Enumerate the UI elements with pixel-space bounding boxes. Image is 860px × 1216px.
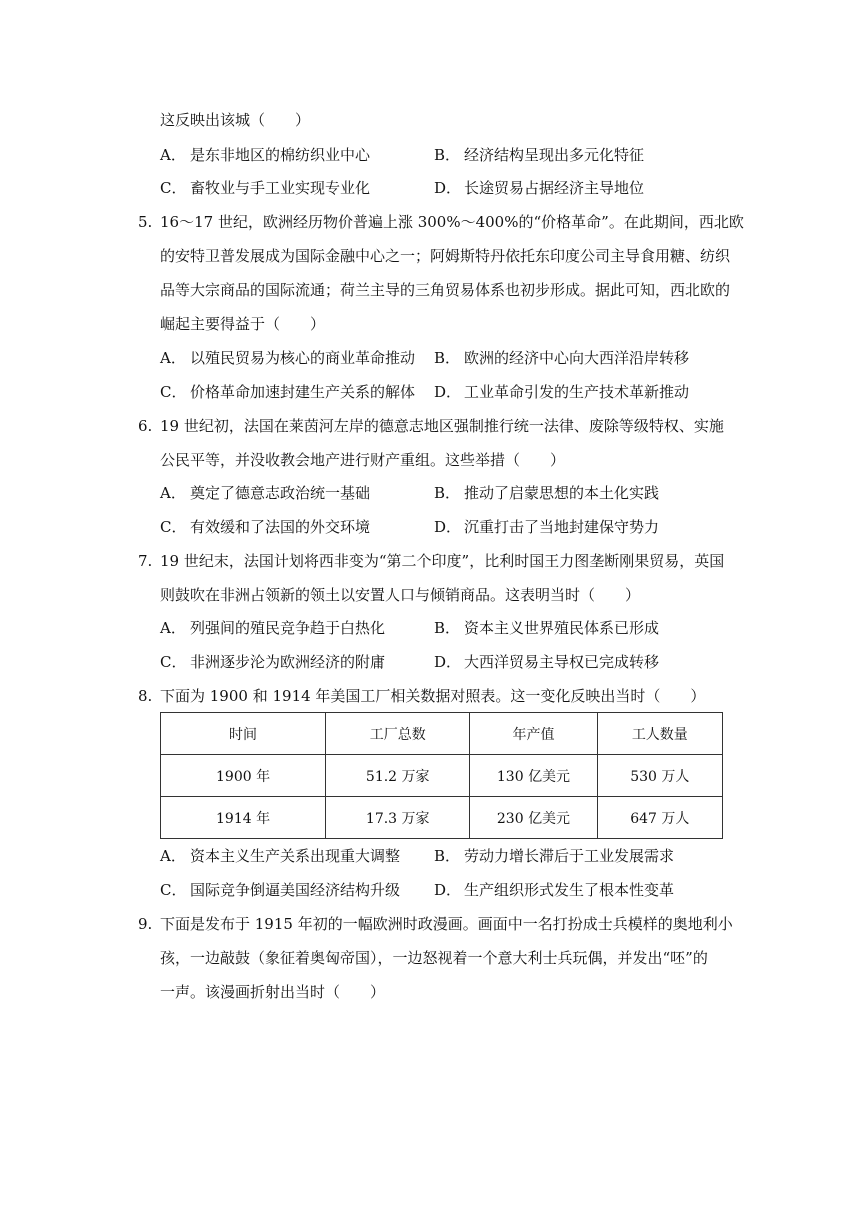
table-row: [161, 755, 723, 797]
q5-option-a[interactable]: A． 以殖民贸易为核心的商业革命推动: [160, 349, 416, 367]
q8-option-a[interactable]: A． 资本主义生产关系出现重大调整: [160, 847, 401, 865]
table-header-cell: 年产值: [470, 713, 597, 755]
q4-option-b[interactable]: B． 经济结构呈现出多元化特征: [434, 146, 645, 164]
q5-stem-line: 品等大宗商品的国际流通；荷兰主导的三角贸易体系也初步形成。据此可知，西北欧的: [160, 281, 731, 299]
table-cell: 51.2 万家: [326, 755, 470, 797]
table-cell: 530 万人: [597, 755, 722, 797]
q4-option-c[interactable]: C． 畜牧业与手工业实现专业化: [160, 179, 371, 197]
table-cell: 230 亿美元: [470, 797, 597, 839]
q6-option-c[interactable]: C． 有效缓和了法国的外交环境: [160, 518, 371, 536]
table-cell: 17.3 万家: [326, 797, 470, 839]
table-row: [161, 797, 723, 839]
q8-option-c[interactable]: C． 国际竞争倒逼美国经济结构升级: [160, 881, 401, 899]
q7-option-b[interactable]: B． 资本主义世界殖民体系已形成: [434, 619, 660, 637]
q7-number: 7.: [138, 552, 153, 570]
q4-option-a[interactable]: A． 是东非地区的棉纺织业中心: [160, 146, 371, 164]
q6-option-b[interactable]: B． 推动了启蒙思想的本土化实践: [434, 484, 660, 502]
q5-stem-line: 16～17 世纪，欧洲经历物价普遍上涨 300%～400%的“价格革命”。在此期间，西北欧: [160, 213, 744, 231]
table-header-cell: 时间: [161, 713, 326, 755]
q7-option-d[interactable]: D． 大西洋贸易主导权已完成转移: [434, 653, 660, 671]
q7-stem-line: 则鼓吹在非洲占领新的领土以安置人口与倾销商品。这表明当时（ ）: [160, 586, 641, 604]
q9-stem-line: 一声。该漫画折射出当时（ ）: [160, 983, 386, 1001]
q5-number: 5.: [138, 213, 153, 231]
q4-option-d[interactable]: D． 长途贸易占据经济主导地位: [434, 179, 645, 197]
table-header-row: [161, 713, 723, 755]
q5-option-b[interactable]: B． 欧洲的经济中心向大西洋沿岸转移: [434, 349, 690, 367]
q9-number: 9.: [138, 915, 153, 933]
q8-number: 8.: [138, 687, 153, 705]
q5-stem-line: 的安特卫普发展成为国际金融中心之一；阿姆斯特丹依托东印度公司主导食用糖、纺织: [160, 247, 731, 265]
table-cell: 1914 年: [161, 797, 326, 839]
q5-option-c[interactable]: C． 价格革命加速封建生产关系的解体: [160, 383, 416, 401]
factory-data-table: [160, 712, 723, 839]
table-cell: 1900 年: [161, 755, 326, 797]
table-header-cell: 工人数量: [597, 713, 722, 755]
q8-stem-line: 下面为 1900 和 1914 年美国工厂相关数据对照表。这一变化反映出当时（ ）: [160, 687, 706, 705]
q5-option-d[interactable]: D． 工业革命引发的生产技术革新推动: [434, 383, 690, 401]
table-cell: 647 万人: [597, 797, 722, 839]
q9-stem-line: 下面是发布于 1915 年初的一幅欧洲时政漫画。画面中一名打扮成士兵模样的奥地利小: [160, 915, 733, 933]
q6-stem-line: 19 世纪初，法国在莱茵河左岸的德意志地区强制推行统一法律、废除等级特权、实施: [160, 417, 724, 435]
table-cell: 130 亿美元: [470, 755, 597, 797]
q7-option-a[interactable]: A． 列强间的殖民竞争趋于白热化: [160, 619, 386, 637]
q4-stem-tail: 这反映出该城（ ）: [160, 111, 311, 129]
q6-number: 6.: [138, 417, 153, 435]
q8-option-d[interactable]: D． 生产组织形式发生了根本性变革: [434, 881, 675, 899]
q5-stem-line: 崛起主要得益于（ ）: [160, 315, 326, 333]
q8-option-b[interactable]: B． 劳动力增长滞后于工业发展需求: [434, 847, 675, 865]
q6-option-a[interactable]: A． 奠定了德意志政治统一基础: [160, 484, 371, 502]
table-header-cell: 工厂总数: [326, 713, 470, 755]
q6-stem-line: 公民平等，并没收教会地产进行财产重组。这些举措（ ）: [160, 451, 566, 469]
q6-option-d[interactable]: D． 沉重打击了当地封建保守势力: [434, 518, 660, 536]
q7-option-c[interactable]: C． 非洲逐步沦为欧洲经济的附庸: [160, 653, 386, 671]
q7-stem-line: 19 世纪末，法国计划将西非变为“第二个印度”，比利时国王力图垄断刚果贸易，英国: [160, 552, 725, 570]
q9-stem-line: 孩，一边敲鼓（象征着奥匈帝国），一边怒视着一个意大利士兵玩偶，并发出“呸”的: [160, 949, 708, 967]
